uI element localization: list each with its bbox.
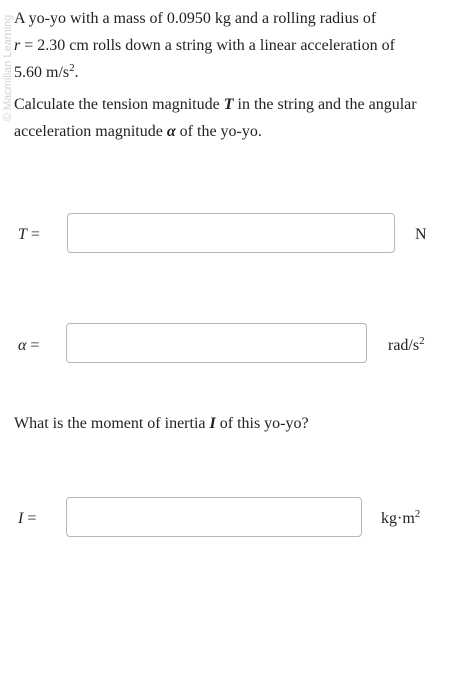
angular-acceleration-unit: rad/$s^2$ — [388, 335, 425, 354]
question-moment-of-inertia: What is the moment of inertia I of this yo-yo? — [14, 415, 309, 432]
tension-label: T = — [18, 226, 40, 243]
copyright-watermark: © Macmillan Learning — [2, 14, 14, 122]
tension-input[interactable] — [67, 213, 395, 253]
alpha-label: α = — [18, 337, 40, 354]
angular-acceleration-input[interactable] — [66, 323, 367, 363]
problem-statement: A yo-yo with a mass of 0.0950 kg and a rolling radius of r = 2.30 cm rolls down a string with a linear acceleration of 5.60 $m/s^2$. — [14, 10, 395, 81]
inertia-label: I = — [18, 510, 37, 527]
tension-symbol: T — [223, 96, 234, 113]
question-tension-alpha: Calculate the tension magnitude T in the string and the angular acceleration magnitude α of the yo-yo. — [14, 96, 417, 140]
inertia-symbol: I — [209, 415, 216, 432]
tension-unit: N — [415, 226, 427, 243]
acceleration-value: 5.60 m/s — [14, 64, 70, 81]
moment-of-inertia-input[interactable] — [66, 497, 362, 537]
problem-line-2: = 2.30 cm rolls down a string with a linear acceleration of — [20, 37, 395, 54]
problem-line-1: A yo-yo with a mass of 0.0950 kg and a rolling radius of — [14, 10, 377, 27]
moment-of-inertia-unit: $kg\cdot m^2$ — [381, 508, 421, 527]
radius-symbol: r — [14, 37, 21, 54]
alpha-symbol: α — [166, 123, 176, 140]
acceleration-exponent: 2 — [69, 62, 75, 74]
